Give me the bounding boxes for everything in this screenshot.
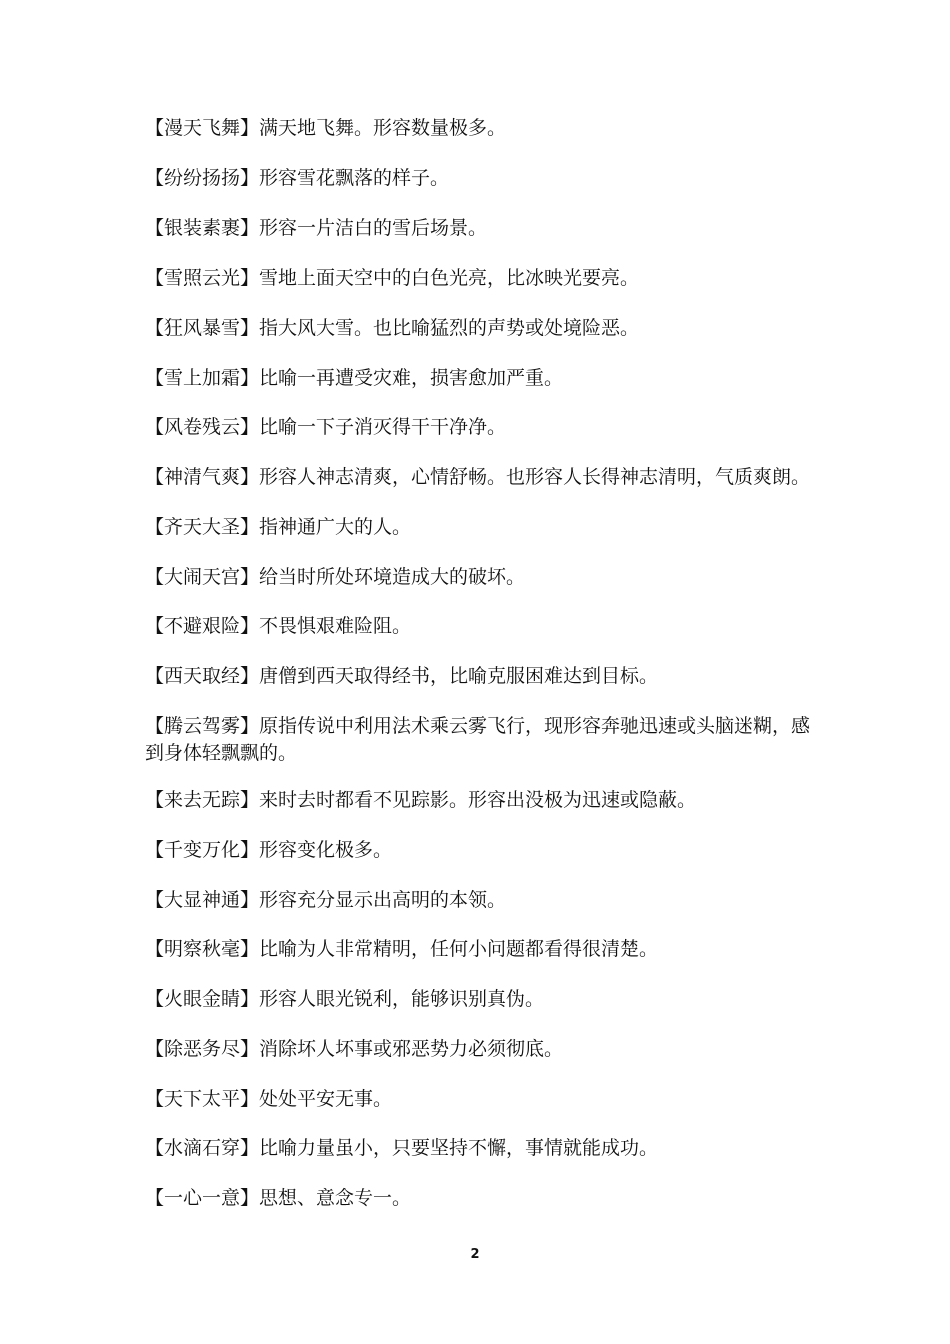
idiom-entry	[145, 936, 815, 963]
idiom-entry	[145, 365, 815, 392]
idiom-term: 【千变万化】	[145, 839, 260, 861]
idiom-definition: 唐僧到西天取得经书，比喻克服困难达到目标。	[259, 665, 659, 687]
idiom-term: 【狂风暴雪】	[145, 317, 260, 339]
idiom-definition: 满天地飞舞。形容数量极多。	[259, 117, 507, 139]
idiom-entry	[145, 837, 815, 864]
idiom-definition: 比喻为人非常精明，任何小问题都看得很清楚。	[259, 938, 659, 960]
idiom-entry	[145, 1185, 815, 1212]
idiom-definition: 来时去时都看不见踪影。形容出没极为迅速或隐蔽。	[259, 789, 697, 811]
idiom-term: 【一心一意】	[145, 1187, 260, 1209]
idiom-definition: 给当时所处环境造成大的破坏。	[259, 566, 526, 588]
idiom-term: 【天下太平】	[145, 1088, 260, 1110]
idiom-entry	[145, 1036, 815, 1063]
idiom-term: 【雪照云光】	[145, 267, 260, 289]
idiom-definition: 指神通广大的人。	[259, 516, 412, 538]
idiom-definition: 比喻力量虽小，只要坚持不懈，事情就能成功。	[259, 1137, 659, 1159]
idiom-entry	[145, 115, 815, 142]
idiom-term: 【不避艰险】	[145, 615, 260, 637]
idiom-entry	[145, 414, 815, 441]
page-number: 2	[470, 1247, 480, 1262]
idiom-entry	[145, 663, 815, 690]
idiom-entry	[145, 464, 815, 491]
idiom-term: 【腾云驾雾】	[145, 715, 260, 737]
idiom-definition: 比喻一再遭受灾难，损害愈加严重。	[259, 367, 564, 389]
idiom-definition: 形容人神志清爽，心情舒畅。也形容人长得神志清明，气质爽朗。	[259, 466, 811, 488]
idiom-entry	[145, 265, 815, 292]
idiom-entry	[145, 1086, 815, 1113]
idiom-term: 【火眼金睛】	[145, 988, 260, 1010]
idiom-definition: 形容一片洁白的雪后场景。	[259, 217, 488, 239]
idiom-term: 【明察秋毫】	[145, 938, 260, 960]
idiom-definition: 不畏惧艰难险阻。	[259, 615, 412, 637]
idiom-entry	[145, 713, 815, 767]
idiom-entry	[145, 514, 815, 541]
idiom-entry	[145, 613, 815, 640]
idiom-term: 【漫天飞舞】	[145, 117, 260, 139]
idiom-definition: 思想、意念专一。	[259, 1187, 412, 1209]
idiom-term: 【大显神通】	[145, 889, 260, 911]
idiom-definition: 原指传说中利用法术乘云雾飞行，现形容奔驰迅速或头脑迷糊，感到身体轻飘飘的。	[145, 715, 811, 764]
idiom-term: 【来去无踪】	[145, 789, 260, 811]
idiom-term: 【除恶务尽】	[145, 1038, 260, 1060]
idiom-entry	[145, 787, 815, 814]
idiom-entry	[145, 165, 815, 192]
idiom-entry	[145, 215, 815, 242]
idiom-entry	[145, 887, 815, 914]
idiom-term: 【神清气爽】	[145, 466, 260, 488]
idiom-term: 【大闹天宫】	[145, 566, 260, 588]
idiom-definition: 雪地上面天空中的白色光亮，比冰映光要亮。	[259, 267, 640, 289]
idiom-term: 【银装素裹】	[145, 217, 260, 239]
idiom-entry	[145, 315, 815, 342]
idiom-term: 【水滴石穿】	[145, 1137, 260, 1159]
idiom-entry	[145, 1135, 815, 1162]
idiom-definition: 形容雪花飘落的样子。	[259, 167, 450, 189]
idiom-term: 【西天取经】	[145, 665, 260, 687]
idiom-definition: 处处平安无事。	[259, 1088, 393, 1110]
idiom-definition: 形容充分显示出高明的本领。	[259, 889, 507, 911]
idiom-entry	[145, 564, 815, 591]
idiom-definition: 形容变化极多。	[259, 839, 393, 861]
idiom-definition: 比喻一下子消灭得干干净净。	[259, 416, 507, 438]
idiom-definition: 消除坏人坏事或邪恶势力必须彻底。	[259, 1038, 564, 1060]
idiom-term: 【雪上加霜】	[145, 367, 260, 389]
idiom-definition: 指大风大雪。也比喻猛烈的声势或处境险恶。	[259, 317, 640, 339]
idiom-term: 【风卷残云】	[145, 416, 260, 438]
idiom-term: 【纷纷扬扬】	[145, 167, 260, 189]
idiom-entry	[145, 986, 815, 1013]
idiom-definition: 形容人眼光锐利，能够识别真伪。	[259, 988, 545, 1010]
idiom-term: 【齐天大圣】	[145, 516, 260, 538]
